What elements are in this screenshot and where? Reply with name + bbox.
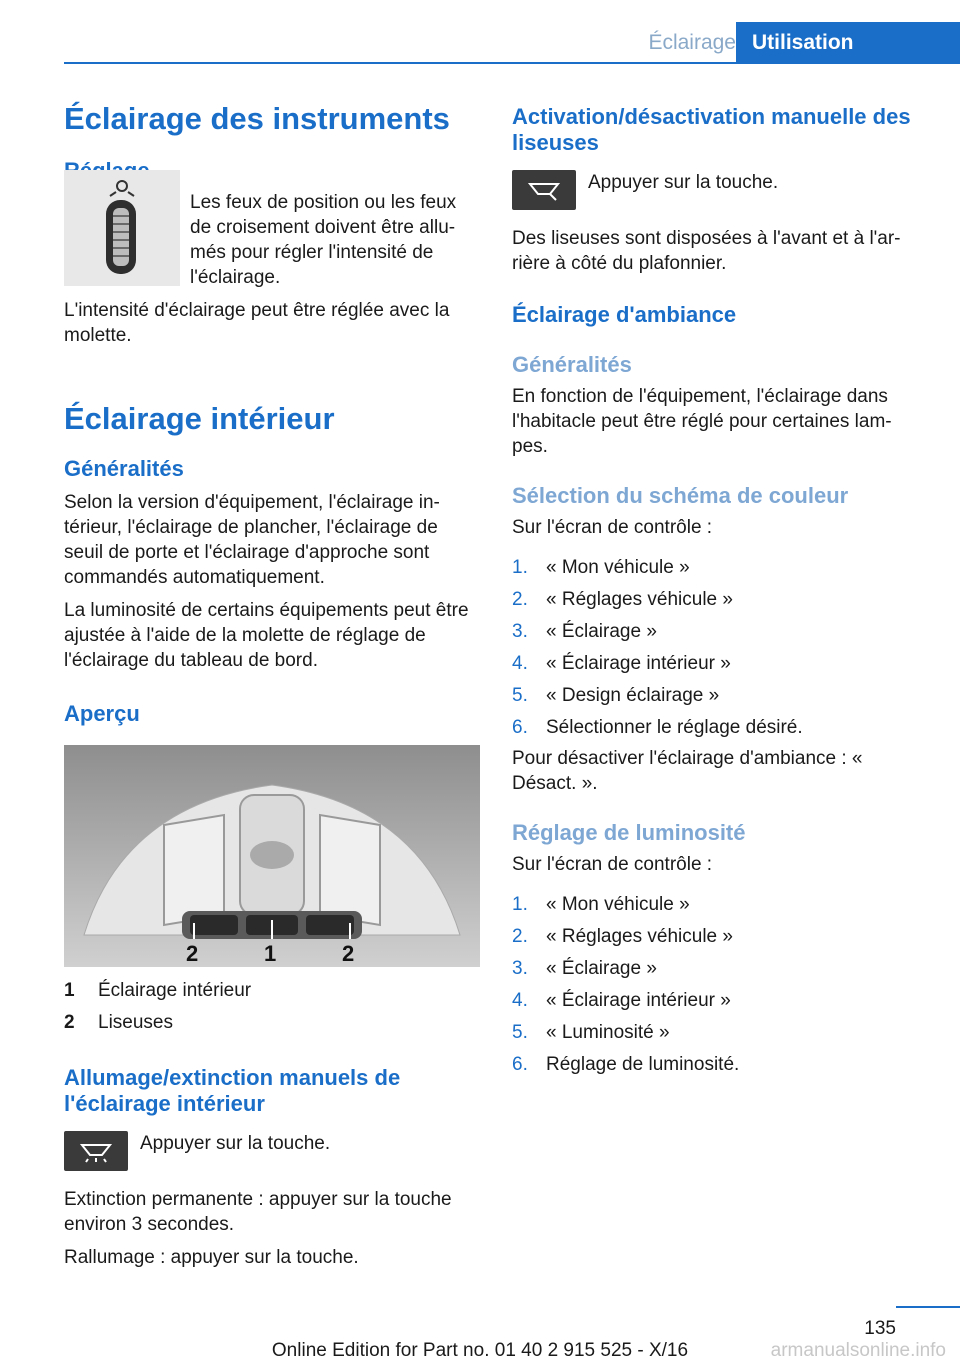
list-item xyxy=(512,584,932,616)
figure-legend xyxy=(64,975,480,1039)
header-section: Éclairage xyxy=(648,31,736,54)
activation-text-2: Des liseuses sont disposées à l'avant et à l'ar‐ rière à côté du plafonnier. xyxy=(512,228,901,274)
heading-selection: Sélection du schéma de couleur xyxy=(512,483,849,508)
list-item xyxy=(512,985,932,1017)
selection-intro: Sur l'écran de contrôle : xyxy=(512,517,713,538)
step-text: « Éclairage » xyxy=(546,621,657,642)
step-text: « Éclairage intérieur » xyxy=(546,653,731,674)
legend-item xyxy=(64,1007,480,1039)
legend-text: Liseuses xyxy=(98,1012,173,1033)
figure-label-right: 2 xyxy=(342,941,355,966)
overhead-console-illustration xyxy=(64,745,480,967)
step-text: « Éclairage » xyxy=(546,958,657,979)
list-item xyxy=(512,648,932,680)
list-item xyxy=(512,712,932,744)
reading-light-key xyxy=(512,170,576,210)
list-item xyxy=(512,953,932,985)
step-text: « Luminosité » xyxy=(546,1022,670,1043)
watermark: armanualsonline.info xyxy=(770,1340,946,1361)
title-instrument-lighting: Éclairage des instruments xyxy=(64,101,450,136)
step-text: « Réglages véhicule » xyxy=(546,589,733,610)
figure-label-left: 2 xyxy=(186,941,199,966)
heading-allumage: Allumage/extinction manuels de l'éclairage intérieur xyxy=(64,1065,401,1116)
activation-row xyxy=(512,170,932,210)
selection-after: Pour désactiver l'éclairage d'ambiance : « Désact. ». xyxy=(512,748,863,794)
legend-text: Éclairage intérieur xyxy=(98,980,252,1001)
heading-ambiance-generalites: Généralités xyxy=(512,352,632,377)
list-item xyxy=(512,1017,932,1049)
step-text: Sélectionner le réglage désiré. xyxy=(546,717,803,738)
reglage-text-1: Les feux de position ou les feux de croisement doivent être allu‐ més pour régler l'intensité de l'éclairage. xyxy=(190,192,457,288)
overhead-console-figure xyxy=(64,745,480,967)
heading-luminosite: Réglage de luminosité xyxy=(512,820,746,845)
step-number: 3. xyxy=(512,621,528,642)
step-number: 5. xyxy=(512,685,528,706)
interior-light-icon xyxy=(76,1139,116,1163)
activation-text-1: Appuyer sur la touche. xyxy=(588,172,779,193)
heading-activation: Activation/désactivation manuelle des liseuses xyxy=(512,104,911,155)
dimmer-wheel-icon xyxy=(64,170,180,286)
reglage-block xyxy=(64,190,480,348)
step-number: 5. xyxy=(512,1022,528,1043)
step-number: 2. xyxy=(512,926,528,947)
step-text: Réglage de luminosité. xyxy=(546,1054,740,1075)
interior-light-key xyxy=(64,1131,128,1171)
step-number: 3. xyxy=(512,958,528,979)
step-text: « Éclairage intérieur » xyxy=(546,990,731,1011)
legend-key: 1 xyxy=(64,980,75,1001)
list-item xyxy=(512,889,932,921)
list-item xyxy=(512,680,932,712)
step-number: 4. xyxy=(512,990,528,1011)
step-number: 4. xyxy=(512,653,528,674)
generalites-text-2: La luminosité de certains équipements peut être ajustée à l'aide de la molette de réglage de l'éclairage du tableau de bord. xyxy=(64,600,469,671)
list-item xyxy=(512,921,932,953)
allumage-text-3: Rallumage : appuyer sur la touche. xyxy=(64,1247,359,1268)
header-chapter-tab: Utilisation xyxy=(736,22,960,64)
right-column xyxy=(512,90,932,1081)
list-item xyxy=(512,616,932,648)
generalites-text-1: Selon la version d'équipement, l'éclairage in‐ térieur, l'éclairage de plancher, l'éclairage de seuil de porte et l'éclairage d'approche sont commandés automatiquement. xyxy=(64,492,440,588)
allumage-text-1: Appuyer sur la touche. xyxy=(140,1133,331,1154)
selection-steps xyxy=(512,552,932,744)
page-number: 135 xyxy=(864,1318,896,1339)
list-item xyxy=(512,552,932,584)
step-text: « Mon véhicule » xyxy=(546,557,690,578)
step-number: 1. xyxy=(512,894,528,915)
luminosite-steps xyxy=(512,889,932,1081)
heading-generalites: Généralités xyxy=(64,456,184,481)
edition-footer: Online Edition for Part no. 01 40 2 915 525 - X/16 xyxy=(271,1340,689,1361)
step-text: « Réglages véhicule » xyxy=(546,926,733,947)
step-number: 1. xyxy=(512,557,528,578)
ambiance-text-1: En fonction de l'équipement, l'éclairage dans l'habitacle peut être réglé pour certaines lam‐ pes. xyxy=(512,386,892,457)
list-item xyxy=(512,1049,932,1081)
left-column xyxy=(64,90,480,1270)
step-number: 6. xyxy=(512,1054,528,1075)
allumage-row xyxy=(64,1131,480,1171)
allumage-text-2: Extinction permanente : appuyer sur la touche environ 3 secondes. xyxy=(64,1189,452,1235)
step-text: « Mon véhicule » xyxy=(546,894,690,915)
dimmer-wheel-figure xyxy=(64,170,180,286)
heading-ambiance: Éclairage d'ambiance xyxy=(512,302,737,327)
step-number: 2. xyxy=(512,589,528,610)
figure-label-center: 1 xyxy=(264,941,277,966)
legend-item xyxy=(64,975,480,1007)
heading-apercu: Aperçu xyxy=(64,701,140,726)
step-text: « Design éclairage » xyxy=(546,685,720,706)
footer-rule xyxy=(896,1306,960,1308)
reglage-text-2: L'intensité d'éclairage peut être réglée avec la molette. xyxy=(64,300,450,346)
luminosite-intro: Sur l'écran de contrôle : xyxy=(512,854,713,875)
step-number: 6. xyxy=(512,717,528,738)
reading-light-icon xyxy=(524,178,564,202)
legend-key: 2 xyxy=(64,1012,75,1033)
title-interior-lighting: Éclairage intérieur xyxy=(64,401,335,436)
